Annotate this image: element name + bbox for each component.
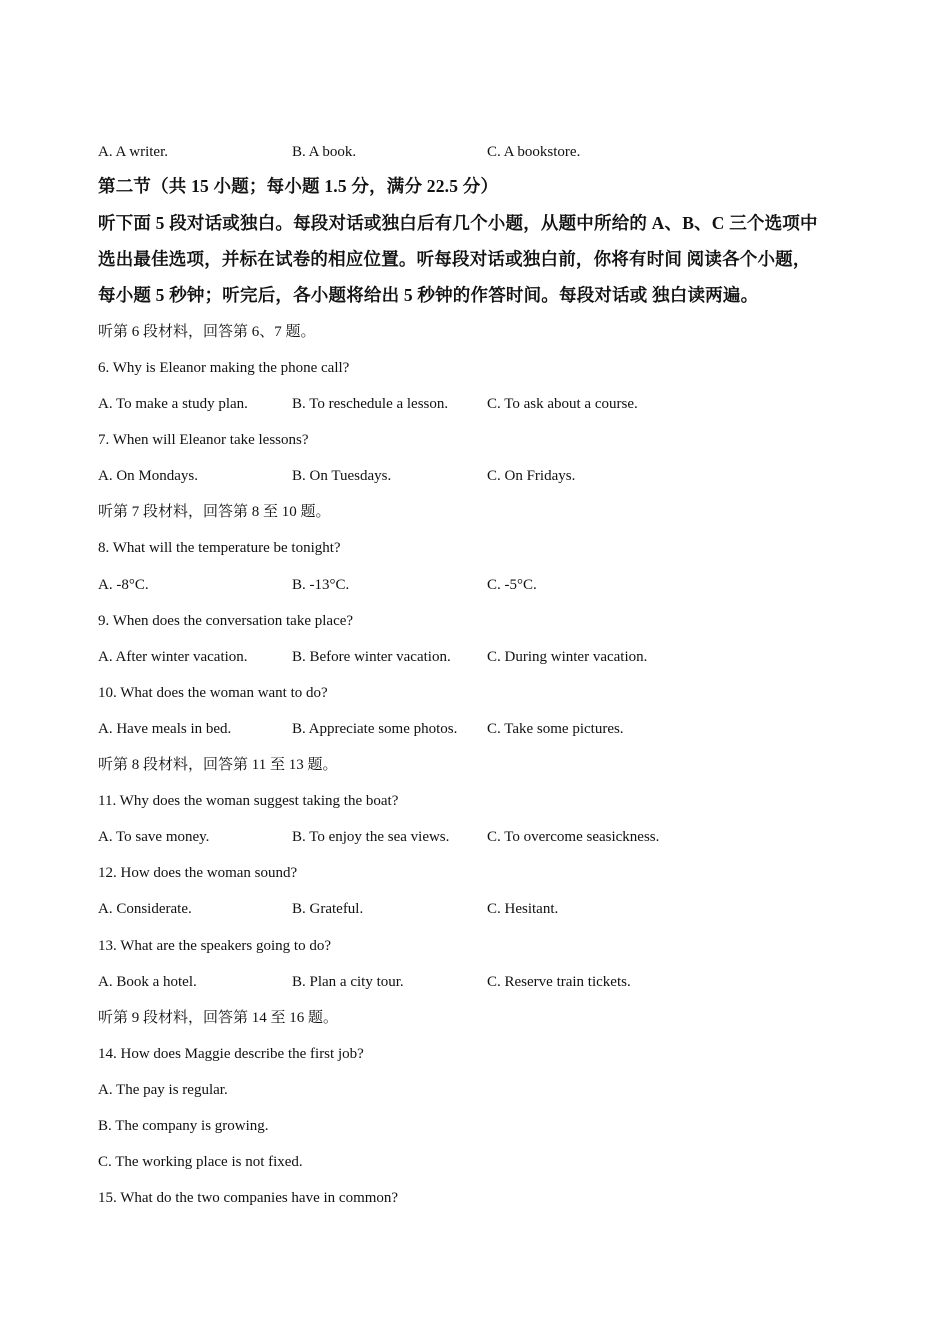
question-8-option-a: A. -8°C. xyxy=(98,577,149,593)
question-9-stem: 9. When does the conversation take place? xyxy=(98,613,354,629)
question-10-stem: 10. What does the woman want to do? xyxy=(98,685,328,701)
question-7-option-a: A. On Mondays. xyxy=(98,468,198,484)
question-8-option-c: C. -5°C. xyxy=(487,577,537,593)
question-7-stem: 7. When will Eleanor take lessons? xyxy=(98,432,309,448)
option-c: C. A bookstore. xyxy=(487,144,581,160)
question-10-option-c: C. Take some pictures. xyxy=(487,721,624,737)
question-9-option-a: A. After winter vacation. xyxy=(98,649,248,665)
question-9-option-c: C. During winter vacation. xyxy=(487,649,648,665)
option-a: A. A writer. xyxy=(98,144,168,160)
section-title: 第二节（共 15 小题；每小题 1.5 分，满分 22.5 分） xyxy=(98,176,499,196)
question-13-option-b: B. Plan a city tour. xyxy=(292,974,404,990)
question-12-option-c: C. Hesitant. xyxy=(487,901,559,917)
question-12-option-b: B. Grateful. xyxy=(292,901,364,917)
question-10-option-a: A. Have meals in bed. xyxy=(98,721,232,737)
question-12-option-a: A. Considerate. xyxy=(98,901,192,917)
question-7-option-c: C. On Fridays. xyxy=(487,468,576,484)
question-14-option-b: B. The company is growing. xyxy=(98,1118,269,1134)
material-9-heading: 听第 9 段材料，回答第 14 至 16 题。 xyxy=(98,1010,339,1026)
question-7-option-b: B. On Tuesdays. xyxy=(292,468,392,484)
question-6-option-b: B. To reschedule a lesson. xyxy=(292,396,449,412)
question-10-option-b: B. Appreciate some photos. xyxy=(292,721,458,737)
question-13-stem: 13. What are the speakers going to do? xyxy=(98,938,331,954)
material-7-heading: 听第 7 段材料，回答第 8 至 10 题。 xyxy=(98,504,331,520)
question-14-option-a: A. The pay is regular. xyxy=(98,1082,228,1098)
option-b: B. A book. xyxy=(292,144,357,160)
section-instructions-line-3: 每小题 5 秒钟；听完后，各小题将给出 5 秒钟的作答时间。每段对话或 独白读两遍。 xyxy=(98,285,759,305)
section-instructions-line-1: 听下面 5 段对话或独白。每段对话或独白后有几个小题，从题中所给的 A、B、C 三个选项中 xyxy=(98,213,818,233)
question-11-option-b: B. To enjoy the sea views. xyxy=(292,829,450,845)
question-13-option-c: C. Reserve train tickets. xyxy=(487,974,631,990)
question-13-option-a: A. Book a hotel. xyxy=(98,974,197,990)
question-8-option-b: B. -13°C. xyxy=(292,577,350,593)
question-8-stem: 8. What will the temperature be tonight? xyxy=(98,540,341,556)
question-12-stem: 12. How does the woman sound? xyxy=(98,865,298,881)
question-11-stem: 11. Why does the woman suggest taking the boat? xyxy=(98,793,399,809)
question-11-option-a: A. To save money. xyxy=(98,829,210,845)
material-8-heading: 听第 8 段材料，回答第 11 至 13 题。 xyxy=(98,757,338,773)
question-9-option-b: B. Before winter vacation. xyxy=(292,649,451,665)
material-6-heading: 听第 6 段材料，回答第 6、7 题。 xyxy=(98,324,316,340)
question-14-option-c: C. The working place is not fixed. xyxy=(98,1154,303,1170)
section-instructions-line-2: 选出最佳选项，并标在试卷的相应位置。听每段对话或独白前，你将有时间 阅读各个小题， xyxy=(98,249,811,269)
question-6-option-a: A. To make a study plan. xyxy=(98,396,248,412)
question-6-stem: 6. Why is Eleanor making the phone call? xyxy=(98,360,350,376)
question-6-option-c: C. To ask about a course. xyxy=(487,396,638,412)
question-14-stem: 14. How does Maggie describe the first job? xyxy=(98,1046,364,1062)
question-11-option-c: C. To overcome seasickness. xyxy=(487,829,660,845)
question-15-stem: 15. What do the two companies have in common? xyxy=(98,1190,399,1206)
